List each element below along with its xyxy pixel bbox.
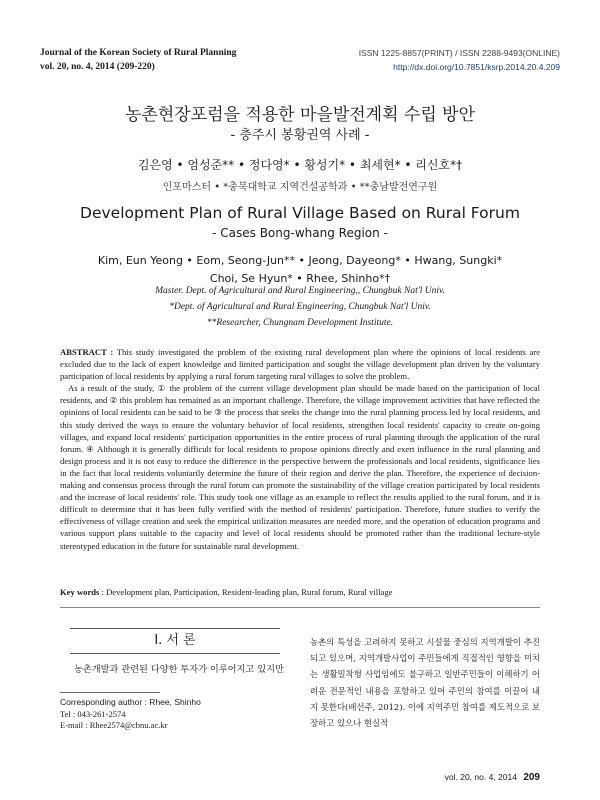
korean-subtitle: - 충주시 봉황권역 사례 - [230,128,370,143]
english-title: Development Plan of Rural Village Based on Rural Forum [80,204,520,222]
korean-authors: 김은영 • 엄성준** • 정다영* • 황성기* • 최세현* • 리신호*† [137,158,463,172]
intro-line: 농촌개발과 관련된 다양한 투자가 이루어지고 있지만 [74,664,284,675]
left-column [60,662,290,678]
journal-name: Journal of the Korean Society of Rural Planning [40,48,237,58]
corresponding-email[interactable]: E-mail : Rhee2574@cbnu.ac.kr [60,720,168,730]
page-footer [445,772,540,783]
divider [60,607,540,608]
english-authors-line2: Choi, Se Hyun* • Rhee, Shinho*† [209,272,391,285]
affiliation-2: *Dept. of Agricultural and Rural Engineering, Chungbuk Nat'l Univ. [169,302,431,312]
page-number: 209 [523,772,540,783]
doi-link[interactable]: http://dx.doi.org/10.7851/ksrp.2014.20.4.209 [393,62,560,72]
correspondence-note [60,697,201,732]
affiliation-3: **Researcher, Chungnam Development Institute. [206,318,394,328]
keywords-label: Key words [60,587,100,597]
journal-ids [359,46,560,74]
footer-issue: vol. 20, no. 4, 2014 [444,772,517,782]
section-heading: I. 서 론 [70,628,280,654]
abstract-para-2: As a result of the study, ① the problem of the current village development plan should be made based on the participation of local residents, and ② this problem has remained as an important challenge. Therefore, the village improvement activities that have reflected the opinions of local residents can be said to be ③ the process that seeks the change into the rural planning process led by local residents, and this study derived the ways to ensure the voluntary behavior of local residents, strengthen local residents' capacity to create on-going villages, and expand local residents' participation opportunities in the entire process of rural planning through the application of the rural forum. ④ Although it is generally difficult for local residents to propose opinions directly and exert influence in the rural planning and design process and it is not easy to reduce the difference in the perspective between the professionals and local residents, significance lies in the fact that local residents voluntarily determine the future of their region and derive the plan. Therefore, the experience of decision-making and consensus process through the rural forum can promote the sustainability of the village creation participated by local residents and the increase of local residents' role. This study took one village as an example to reflect the results applied to the rural forum, and it is difficult to determine that it has been fully verified with the method of residents' participation. Therefore, future studies to verify the effectiveness of village creation and seek the empirical utilization measures are needed more, and the operation of education programs and various support plans suitable to the capacity and level of local residents should be promoted rather than the traditional lecture-style stereotyped education in the future for sustainable rural development. [60,383,540,551]
abstract-label: ABSTRACT : [60,347,114,357]
corresponding-author: Corresponding author : Rhee, Shinho [60,697,201,707]
footnote-rule [60,692,160,693]
journal-volume: vol. 20, no. 4, 2014 (209-220) [40,62,155,72]
affiliation-1: Master. Dept. of Agricultural and Rural Engineering,, Chungbuk Nat'l Univ. [155,286,445,296]
abstract [60,346,540,552]
korean-affiliation: 인포마스터 • *충북대학교 지역건설공학과 • **충남발전연구원 [162,182,438,193]
english-subtitle: - Cases Bong-whang Region - [212,226,388,240]
right-column [310,634,540,731]
abstract-para-1: This study investigated the problem of the existing rural development plan where the opinions of local residents are excluded due to the lack of expert knowledge and limited participation and sought the village development plan driven by the voluntary participation of local residents by applying a rural forum targeting rural villages to solve the problem. [60,347,541,382]
keywords-text: : Development plan, Participation, Resident-leading plan, Rural forum, Rural village [101,587,393,597]
korean-title: 농촌현장포럼을 적용한 마을발전계획 수립 방안 [124,105,476,125]
issn-line: ISSN 1225-8857(PRINT) / ISSN 2288-9493(ONLINE) [358,48,560,58]
right-column-text: 농촌의 특성을 고려하지 못하고 시설물 중심의 지역개발이 추진되고 있으며, 지역개발사업이 주민들에게 직접적인 영향을 미치는 생활밀착형 사업임에도 불구하고 일반주민들이 이해하기 어려운 전문적인 내용을 포함하고 있어 주민의 참여를 이끌어 내지 못한다(배선주, 2012). 이에 지역주민 참여를 제도적으로 보장하고 있으나 현실적 [310,637,540,729]
corresponding-tel: Tel : 043-261-2574 [60,708,126,719]
english-authors-line1: Kim, Eun Yeong • Eom, Seong-Jun** • Jeong, Dayeong* • Hwang, Sungki* [97,254,503,267]
journal-header [40,46,236,74]
keywords [60,587,540,597]
